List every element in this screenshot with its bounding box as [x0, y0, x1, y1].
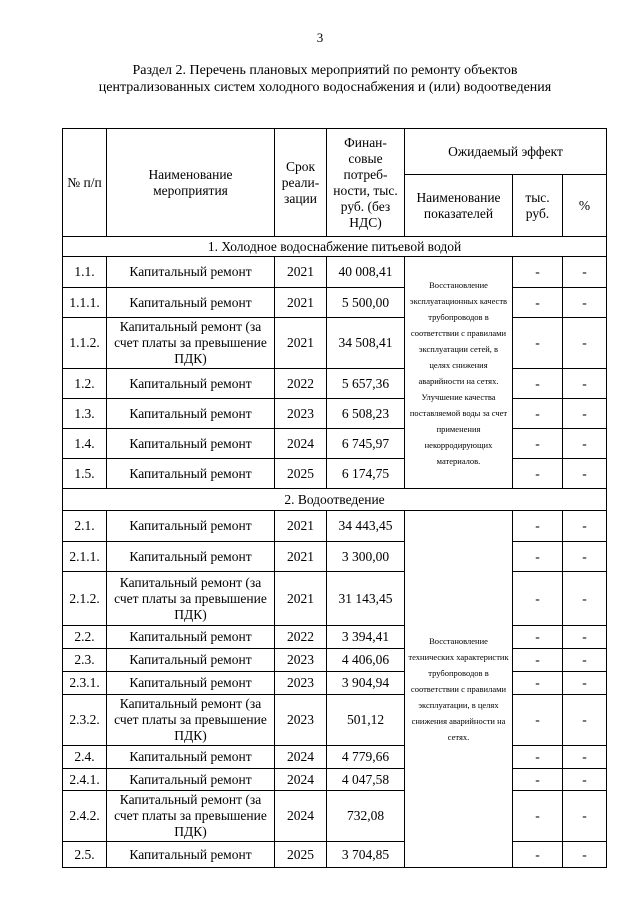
table-row — [63, 572, 607, 626]
row-year: 2023 — [275, 672, 327, 695]
row-cost: 5 500,00 — [327, 288, 405, 318]
row-year: 2021 — [275, 572, 327, 626]
measures-table — [62, 128, 607, 868]
row-percent-value: - — [563, 511, 607, 542]
row-cost: 732,08 — [327, 791, 405, 842]
row-thousand-value: - — [513, 695, 563, 746]
row-cost: 3 394,41 — [327, 626, 405, 649]
row-cost: 3 704,85 — [327, 842, 405, 868]
table-row — [63, 746, 607, 769]
effect-description: Восстановление технических характеристик трубопроводов в соответствии с правилами эксплуатации, в целях снижения аварийности на сетях. — [405, 511, 513, 868]
row-percent-value: - — [563, 369, 607, 399]
measure-name: Капитальный ремонт — [107, 769, 275, 791]
row-percent-value: - — [563, 695, 607, 746]
measure-name: Капитальный ремонт (за счет платы за превышение ПДК) — [107, 791, 275, 842]
row-percent-value: - — [563, 746, 607, 769]
table-row — [63, 649, 607, 672]
table-row — [63, 257, 607, 288]
row-thousand-value: - — [513, 257, 563, 288]
measure-name: Капитальный ремонт (за счет платы за превышение ПДК) — [107, 695, 275, 746]
effect-description: Восстановление эксплуатационных качеств трубопроводов в соответствии с правилами эксплуатации сетей, в целях снижения аварийности на сетях. Улучшение качества поставляемой воды за счет применения некорродирующих материалов. — [405, 257, 513, 489]
section-title: 2. Водоотведение — [63, 489, 607, 511]
row-cost: 5 657,36 — [327, 369, 405, 399]
row-year: 2023 — [275, 649, 327, 672]
measure-name: Капитальный ремонт — [107, 257, 275, 288]
row-thousand-value: - — [513, 288, 563, 318]
measure-name: Капитальный ремонт — [107, 842, 275, 868]
row-thousand-value: - — [513, 746, 563, 769]
row-number: 2.3.1. — [63, 672, 107, 695]
row-number: 1.1. — [63, 257, 107, 288]
table-row — [63, 791, 607, 842]
table-row — [63, 626, 607, 649]
table-row — [63, 695, 607, 746]
page-number: 3 — [316, 30, 324, 45]
measure-name: Капитальный ремонт (за счет платы за превышение ПДК) — [107, 318, 275, 369]
header-finance: Финан-совые потреб-ности, тыс. руб. (без НДС) — [327, 129, 405, 237]
measure-name: Капитальный ремонт — [107, 399, 275, 429]
table-row — [63, 842, 607, 868]
measure-name: Капитальный ремонт — [107, 369, 275, 399]
measure-name: Капитальный ремонт — [107, 626, 275, 649]
row-percent-value: - — [563, 791, 607, 842]
header-percent: % — [563, 175, 607, 237]
row-cost: 6 174,75 — [327, 459, 405, 489]
header-thousand: тыс. руб. — [513, 175, 563, 237]
row-year: 2024 — [275, 769, 327, 791]
page-title: Раздел 2. Перечень плановых мероприятий по ремонту объектов централизованных систем холодного водоснабжения и (или) водоотведения — [98, 63, 552, 95]
table-row — [63, 429, 607, 459]
table-row — [63, 459, 607, 489]
row-cost: 6 508,23 — [327, 399, 405, 429]
measure-name: Капитальный ремонт — [107, 542, 275, 572]
row-number: 1.4. — [63, 429, 107, 459]
row-cost: 31 143,45 — [327, 572, 405, 626]
row-year: 2025 — [275, 459, 327, 489]
row-cost: 6 745,97 — [327, 429, 405, 459]
row-cost: 3 300,00 — [327, 542, 405, 572]
table-body — [63, 237, 607, 868]
row-number: 1.3. — [63, 399, 107, 429]
row-cost: 34 443,45 — [327, 511, 405, 542]
row-percent-value: - — [563, 257, 607, 288]
row-thousand-value: - — [513, 626, 563, 649]
row-thousand-value: - — [513, 459, 563, 489]
row-number: 2.4.1. — [63, 769, 107, 791]
row-year: 2024 — [275, 791, 327, 842]
row-year: 2022 — [275, 626, 327, 649]
row-percent-value: - — [563, 672, 607, 695]
measure-name: Капитальный ремонт — [107, 429, 275, 459]
row-number: 1.5. — [63, 459, 107, 489]
measure-name: Капитальный ремонт — [107, 649, 275, 672]
table-row — [63, 288, 607, 318]
row-thousand-value: - — [513, 842, 563, 868]
row-thousand-value: - — [513, 769, 563, 791]
header-name: Наименование мероприятия — [107, 129, 275, 237]
row-number: 2.2. — [63, 626, 107, 649]
row-number: 2.1.1. — [63, 542, 107, 572]
row-thousand-value: - — [513, 672, 563, 695]
header-num: № п/п — [63, 129, 107, 237]
table-row — [63, 511, 607, 542]
row-year: 2021 — [275, 318, 327, 369]
table-row — [63, 672, 607, 695]
table-row — [63, 542, 607, 572]
row-percent-value: - — [563, 626, 607, 649]
row-thousand-value: - — [513, 511, 563, 542]
row-percent-value: - — [563, 769, 607, 791]
measure-name: Капитальный ремонт (за счет платы за превышение ПДК) — [107, 572, 275, 626]
table-row — [63, 318, 607, 369]
row-thousand-value: - — [513, 542, 563, 572]
row-number: 1.1.2. — [63, 318, 107, 369]
row-year: 2021 — [275, 288, 327, 318]
header-term: Срок реали-зации — [275, 129, 327, 237]
row-number: 2.3. — [63, 649, 107, 672]
measure-name: Капитальный ремонт — [107, 511, 275, 542]
row-cost: 4 779,66 — [327, 746, 405, 769]
row-year: 2023 — [275, 399, 327, 429]
measure-name: Капитальный ремонт — [107, 672, 275, 695]
row-cost: 40 008,41 — [327, 257, 405, 288]
table-row — [63, 399, 607, 429]
row-number: 1.2. — [63, 369, 107, 399]
section-title: 1. Холодное водоснабжение питьевой водой — [63, 237, 607, 257]
table-row — [63, 769, 607, 791]
row-cost: 4 406,06 — [327, 649, 405, 672]
row-cost: 3 904,94 — [327, 672, 405, 695]
row-percent-value: - — [563, 842, 607, 868]
row-cost: 4 047,58 — [327, 769, 405, 791]
row-number: 1.1.1. — [63, 288, 107, 318]
row-thousand-value: - — [513, 429, 563, 459]
section-row — [63, 237, 607, 257]
row-year: 2025 — [275, 842, 327, 868]
row-percent-value: - — [563, 542, 607, 572]
header-effect: Ожидаемый эффект — [405, 129, 607, 175]
row-cost: 34 508,41 — [327, 318, 405, 369]
row-number: 2.4.2. — [63, 791, 107, 842]
row-percent-value: - — [563, 288, 607, 318]
row-year: 2024 — [275, 746, 327, 769]
row-thousand-value: - — [513, 649, 563, 672]
row-year: 2024 — [275, 429, 327, 459]
row-percent-value: - — [563, 572, 607, 626]
row-percent-value: - — [563, 649, 607, 672]
row-percent-value: - — [563, 459, 607, 489]
section-row — [63, 489, 607, 511]
row-thousand-value: - — [513, 791, 563, 842]
table-row — [63, 369, 607, 399]
row-year: 2021 — [275, 511, 327, 542]
row-year: 2023 — [275, 695, 327, 746]
row-cost: 501,12 — [327, 695, 405, 746]
measure-name: Капитальный ремонт — [107, 746, 275, 769]
row-percent-value: - — [563, 318, 607, 369]
row-percent-value: - — [563, 429, 607, 459]
row-number: 2.4. — [63, 746, 107, 769]
row-year: 2021 — [275, 542, 327, 572]
row-number: 2.1.2. — [63, 572, 107, 626]
row-thousand-value: - — [513, 318, 563, 369]
row-number: 2.1. — [63, 511, 107, 542]
row-thousand-value: - — [513, 572, 563, 626]
row-year: 2022 — [275, 369, 327, 399]
row-number: 2.5. — [63, 842, 107, 868]
header-indicators: Наименование показателей — [405, 175, 513, 237]
measure-name: Капитальный ремонт — [107, 288, 275, 318]
row-number: 2.3.2. — [63, 695, 107, 746]
measure-name: Капитальный ремонт — [107, 459, 275, 489]
row-percent-value: - — [563, 399, 607, 429]
row-thousand-value: - — [513, 399, 563, 429]
row-thousand-value: - — [513, 369, 563, 399]
row-year: 2021 — [275, 257, 327, 288]
